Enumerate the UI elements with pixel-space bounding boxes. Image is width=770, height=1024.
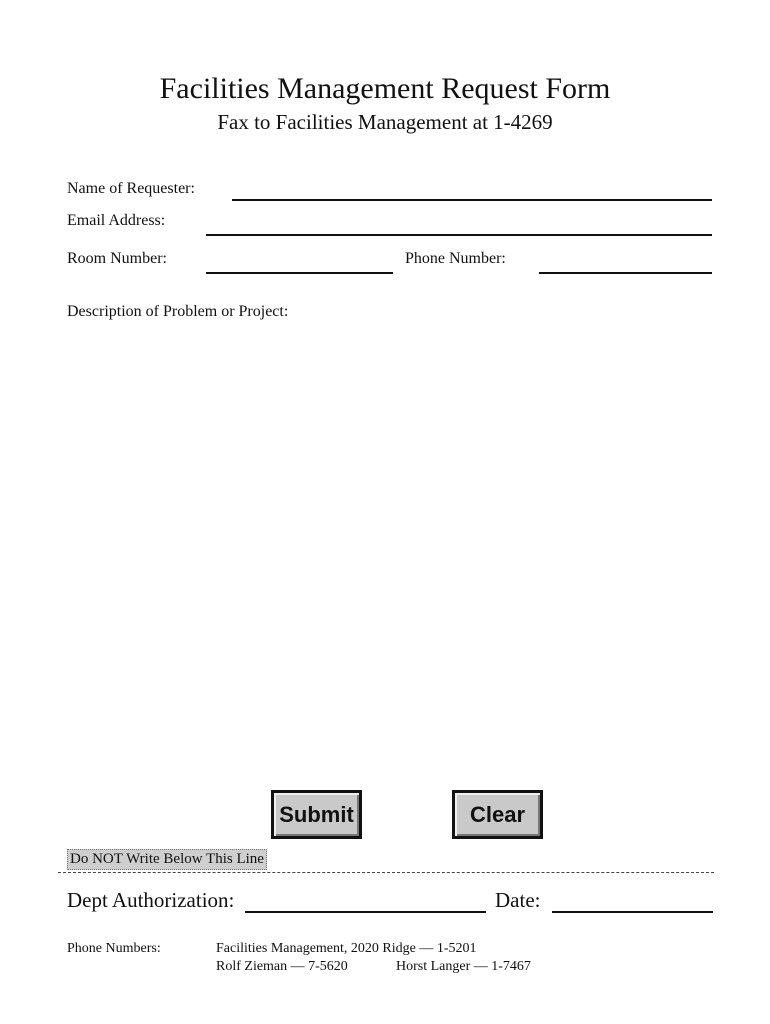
- email-label: Email Address:: [67, 212, 166, 229]
- description-label: Description of Problem or Project:: [67, 303, 289, 320]
- separator-line: [58, 872, 714, 873]
- footer-contact-2: Horst Langer — 1-7467: [396, 959, 531, 974]
- email-field[interactable]: [206, 216, 712, 236]
- date-label: Date:: [495, 888, 541, 912]
- submit-button[interactable]: Submit: [271, 790, 362, 839]
- footer-phone-label: Phone Numbers:: [67, 941, 161, 956]
- clear-button[interactable]: Clear: [452, 790, 543, 839]
- phone-number-field[interactable]: [539, 254, 712, 274]
- page-subtitle: Fax to Facilities Management at 1-4269: [217, 110, 553, 134]
- dept-authorization-line: [245, 911, 486, 913]
- requester-field[interactable]: [232, 181, 712, 201]
- description-field[interactable]: [67, 330, 717, 774]
- date-line: [552, 911, 713, 913]
- footer-line-1: Facilities Management, 2020 Ridge — 1-5201: [216, 941, 477, 956]
- room-label: Room Number:: [67, 250, 167, 267]
- room-number-field[interactable]: [206, 254, 393, 274]
- page-title: Facilities Management Request Form: [159, 72, 611, 105]
- warning-label: Do NOT Write Below This Line: [67, 849, 267, 870]
- phone-label: Phone Number:: [405, 250, 506, 267]
- dept-authorization-label: Dept Authorization:: [67, 888, 235, 912]
- footer-contact-1: Rolf Zieman — 7-5620: [216, 959, 348, 974]
- requester-label: Name of Requester:: [67, 180, 195, 197]
